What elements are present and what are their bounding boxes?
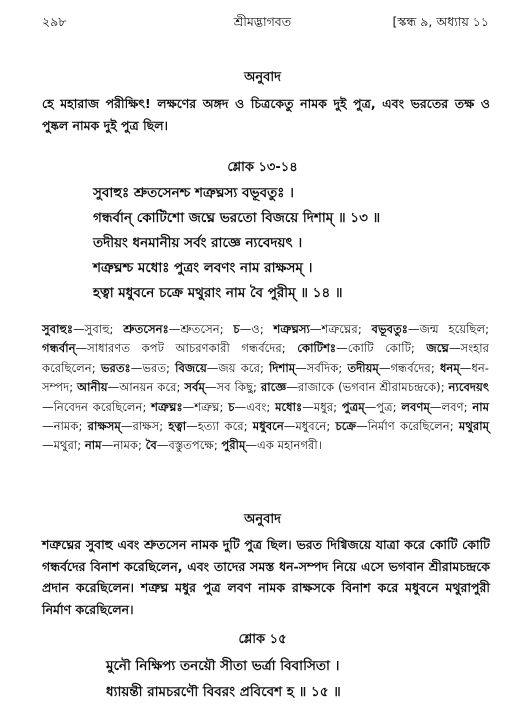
- synonym-meaning: সুবাহু: [84, 322, 110, 336]
- synonym-meaning: আনয়ন করে: [119, 380, 177, 395]
- synonym-meaning: নির্মাণ করেছিলেন: [367, 419, 450, 434]
- synonym-meaning: মথুরা: [53, 438, 78, 453]
- synonym-word: দিশাম্: [269, 360, 296, 375]
- verse-line: মুনৌ নিক্ষিপ্য তনয়ৌ সীতা ভর্ত্রা বিবাসিতা ।: [106, 658, 340, 674]
- synonym-meaning: পুত্র: [376, 399, 393, 414]
- synonym-word: বিজয়ে: [175, 360, 207, 375]
- translation-text: হে মহারাজ পরীক্ষিৎ! লক্ষণের অঙ্গদ ও চিত্রকেতু নামক দুই পুত্র, এবং ভরতের তক্ষ ও পুষ্কল নামক দুই পুত্র ছিল।: [42, 96, 490, 133]
- synonym-meaning: এবং: [246, 399, 267, 414]
- synonym-word: রাজ্ঞে: [260, 380, 287, 395]
- book-title: শ্রীমদ্ভাগবত: [233, 14, 292, 29]
- synonym-meaning: নিবেদন করেছিলেন: [53, 399, 143, 414]
- synonym-word: সর্বম্: [184, 380, 205, 395]
- synonym-word: গন্ধর্বান্: [42, 341, 76, 356]
- synonym-meaning: সংহার করেছিলেন: [42, 341, 490, 375]
- synonym-meaning: এক মহানগরী।: [257, 438, 322, 453]
- synonym-word: শত্রুঘ্নঃ: [151, 399, 183, 414]
- verse-heading: শ্লোক ১৫: [238, 632, 287, 647]
- synonym-meaning: জন্ম হয়েছিল: [419, 322, 486, 336]
- synonym-word: চ: [228, 399, 235, 414]
- chapter-reference: [স্কন্ধ ৯, অধ্যায় ১১: [392, 14, 489, 29]
- synonym-word: রাক্ষসম্: [87, 419, 121, 434]
- synonym-word: নাম: [84, 438, 102, 453]
- synonym-word: সুবাহুঃ: [42, 322, 74, 336]
- synonym-meaning: ধন-সম্পদ: [42, 360, 489, 395]
- synonym-word: মধুবনে: [252, 419, 284, 434]
- word-for-word-synonyms: সুবাহুঃ—সুবাহু; শ্রুতসেনঃ—শ্রুতসেন; চ—ও; শত্রুঘ্নস্য—শত্রুঘ্নের; বভূবতুঃ—জন্ম হয়েছিল; গন্ধর্বান্—সাধারণত কপট আচরণকারী গন্ধর্বদের; কোটিশঃ—কোটি কোটি; জঘ্নে—সংহার করেছিলেন; ভরতঃ—ভরত; বিজয়ে—জয় করে; দিশাম্—সর্বদিক; তদীয়ম্—গন্ধর্বদের; ধনম্—ধন-সম্পদ; আনীয়—আনয়ন করে; সর্বম্—সব কিছু; রাজ্ঞে—রাজাকে (ভগবান শ্রীরামচন্দ্রকে); ন্যবেদয়ৎ—নিবেদন করেছিলেন; শত্রুঘ্নঃ—শত্রুঘ্ন; চ—এবং; মধোঃ—মধুর; পুত্রম্—পুত্র; লবণম্—লবণ; নাম—নামক; রাক্ষসম্—রাক্ষস; হত্বা—হত্যা করে; মধুবনে—মধুবনে; চক্রে—নির্মাণ করেছিলেন; মথুরাম্—মথুরা; নাম—নামক; বৈ—বস্তুতপক্ষে; পুরীম্—এক মহানগরী।: [42, 322, 490, 453]
- synonym-word: চ: [233, 322, 240, 336]
- synonym-meaning: নামক: [113, 438, 139, 453]
- verse-line: তদীয়ং ধনমানীয় সর্বং রাজ্ঞে ন্যবেদয়ৎ ।: [93, 235, 303, 251]
- synonym-meaning: ভরত: [142, 360, 167, 375]
- verse-line: গন্ধর্বান্ কোটিশো জঘ্নে ভরতো বিজয়ে দিশাম্ ॥ ১৩ ॥: [93, 210, 381, 226]
- synonym-meaning: বস্তুতপক্ষে: [168, 438, 214, 453]
- synonym-word: মধোঃ: [275, 399, 303, 414]
- synonym-word: চক্রে: [335, 419, 357, 434]
- synonym-meaning: মধুবনে: [295, 419, 327, 434]
- synonym-meaning: জয় করে: [218, 360, 260, 375]
- synonym-word: পুত্রম্: [341, 399, 365, 414]
- synonym-word: তদীয়ম্: [347, 360, 379, 375]
- synonym-word: ধনম্: [439, 360, 460, 375]
- synonym-meaning: সাধারণত কপট আচরণকারী গন্ধর্বদের: [87, 341, 282, 356]
- synonym-meaning: শ্রুতসেন: [180, 322, 220, 336]
- synonym-meaning: মধুর: [313, 399, 334, 414]
- synonym-meaning: হত্যা করে: [197, 419, 244, 434]
- verse-heading: শ্লোক ১৩-১৪: [227, 160, 298, 175]
- synonym-meaning: শত্রুঘ্ন: [194, 399, 220, 414]
- synonym-word: জঘ্নে: [426, 341, 449, 356]
- synonym-meaning: রাক্ষস: [132, 419, 160, 434]
- verse-line: ধ্যায়ন্তী রামচরণৌ বিবরং প্রবিবেশ হ ॥ ১৫ ॥: [106, 684, 341, 700]
- verse-line: হত্বা মধুবনে চক্রে মথুরাং নাম বৈ পুরীম্ ॥ ১৪ ॥: [93, 285, 343, 301]
- synonym-meaning: রাজাকে (ভগবান শ্রীরামচন্দ্রকে): [297, 380, 441, 395]
- synonym-meaning: সব কিছু: [216, 380, 253, 395]
- synonym-meaning: নামক: [53, 419, 79, 434]
- synonym-meaning: গন্ধর্বদের: [390, 360, 431, 375]
- synonym-word: শ্রুতসেনঃ: [123, 322, 169, 336]
- synonym-meaning: ও: [251, 322, 260, 336]
- translation-heading: অনুবাদ: [244, 512, 281, 527]
- translation-text: শত্রুঘ্নের সুবাহু এবং শ্রুতসেন নামক দুটি পুত্র ছিল। ভরত দিগ্বিজয়ে যাত্রা করে কোটি কোটি গন্ধর্বদের বিনাশ করেছিলেন, এবং তাদের সমস্ত ধন-সম্পদ নিয়ে এসে ভগবান শ্রীরামচন্দ্রকে প্রদান করেছিলেন। শত্রুঘ্ন মধুর পুত্র লবণ নামক রাক্ষসকে বিনাশ করে মধুবনে মথুরাপুরী নির্মাণ করেছিলেন।: [42, 537, 490, 617]
- synonym-meaning: শত্রুঘ্নের: [321, 322, 358, 336]
- synonym-word: নাম: [472, 399, 490, 414]
- verse-line: সুবাহুঃ শ্রুতসেনশ্চ শত্রুঘ্নস্য বভূবতুঃ ।: [93, 185, 294, 201]
- page-number: ২৯৮: [42, 14, 67, 29]
- synonym-word: বভূবতুঃ: [371, 322, 408, 336]
- translation-heading: অনুবাদ: [244, 70, 281, 85]
- synonym-word: কোটিশঃ: [297, 341, 337, 356]
- verse-line: শত্রুঘ্নশ্চ মধোঃ পুত্রং লবণং নাম রাক্ষসম্ ।: [93, 260, 313, 276]
- synonym-meaning: লবণ: [441, 399, 464, 414]
- synonym-word: মথুরাম্: [458, 419, 490, 434]
- synonym-meaning: কোটি কোটি: [347, 341, 411, 356]
- synonym-word: বৈ: [145, 438, 157, 453]
- synonym-meaning: সর্বদিক: [306, 360, 339, 375]
- synonym-word: ভরতঃ: [100, 360, 131, 375]
- synonym-word: হত্বা: [168, 419, 187, 434]
- synonym-word: ন্যবেদয়ৎ: [448, 380, 490, 395]
- synonym-word: আনীয়: [77, 380, 108, 395]
- synonym-word: লবণম্: [401, 399, 430, 414]
- synonym-word: শত্রুঘ্নস্য: [273, 322, 310, 336]
- synonym-word: পুরীম্: [221, 438, 246, 453]
